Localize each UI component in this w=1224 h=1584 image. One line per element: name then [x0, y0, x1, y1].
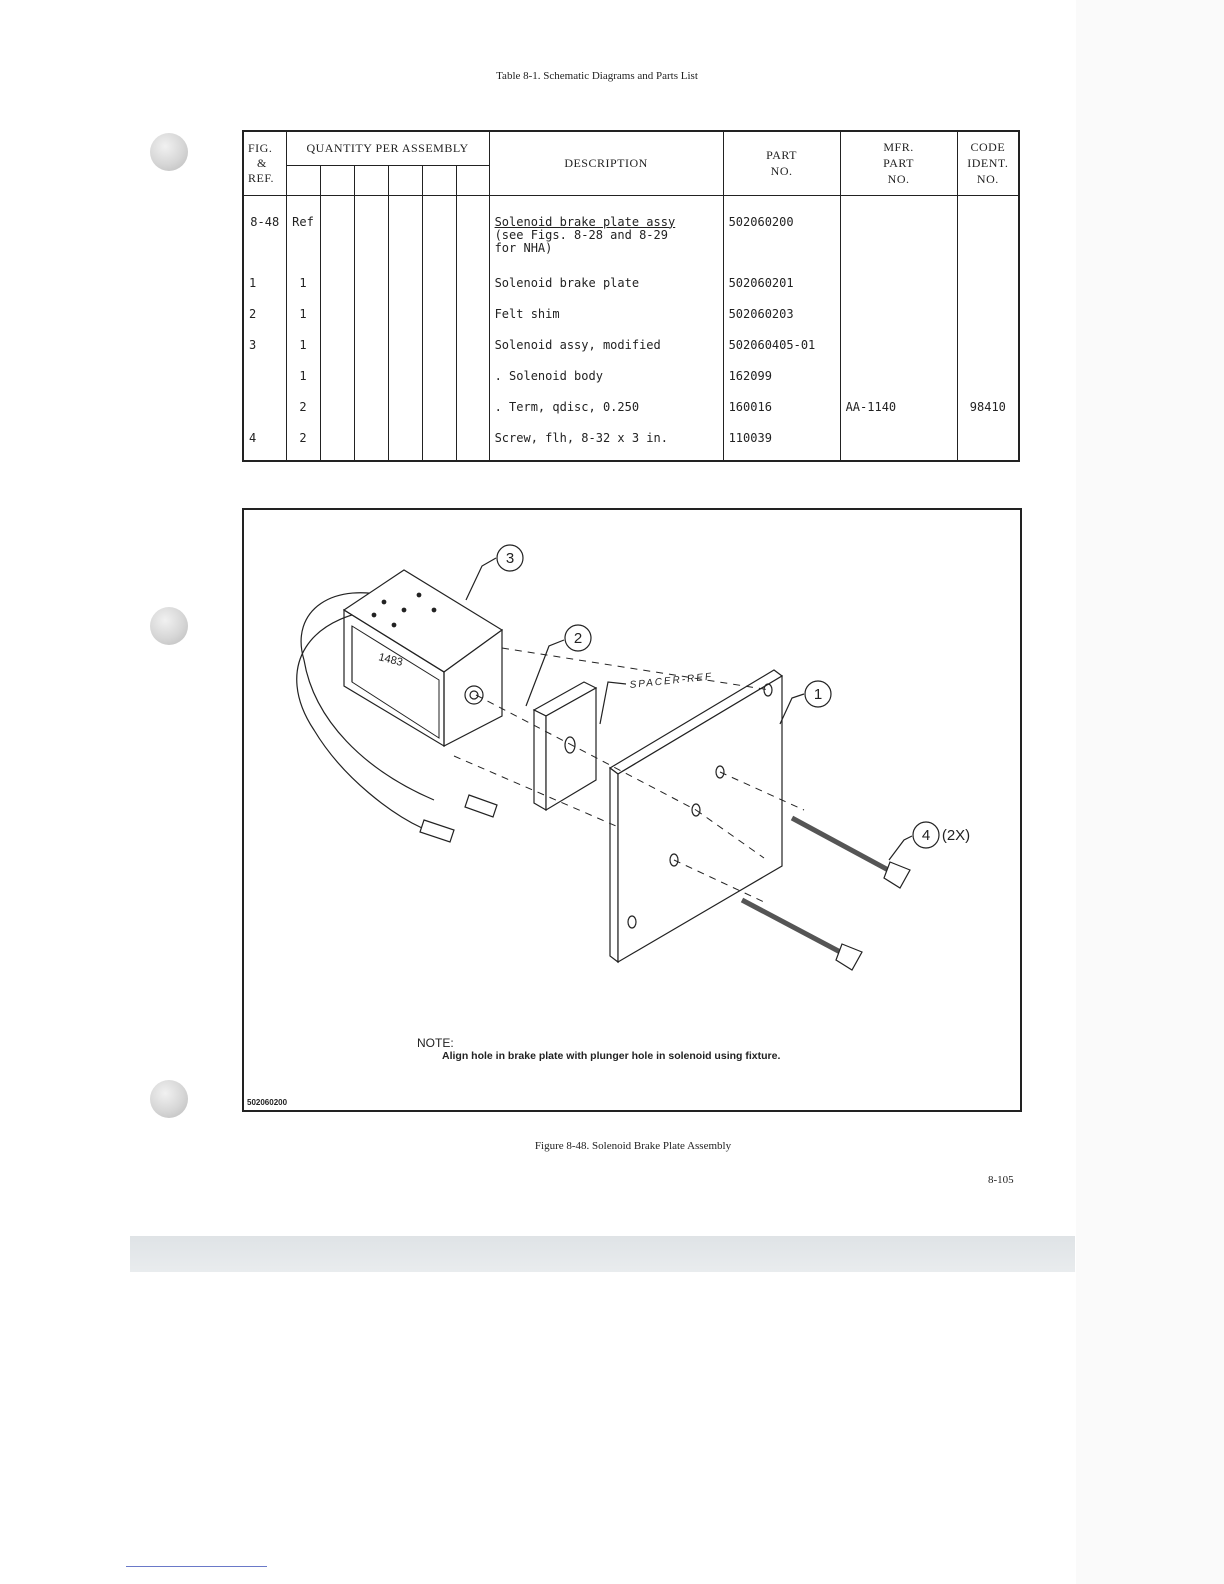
exploded-assembly-drawing	[244, 510, 1020, 1110]
note-text: Align hole in brake plate with plunger hole in solenoid using fixture.	[442, 1050, 781, 1062]
cell-fig-ref: 1	[243, 274, 286, 305]
terminal-2	[420, 820, 454, 842]
binder-hole-middle	[150, 607, 188, 645]
cell-mfr-part-no	[840, 336, 957, 367]
cell-code-ident	[957, 200, 1019, 274]
cell-fig-ref	[243, 398, 286, 429]
cell-fig-ref: 3	[243, 336, 286, 367]
header-qty-col-4	[388, 165, 422, 195]
cell-part-no: 502060200	[723, 200, 840, 274]
cell-qty: 2	[286, 398, 320, 429]
figure-frame	[242, 508, 1022, 1112]
header-qty-col-6	[456, 165, 489, 195]
screw-upper	[792, 818, 910, 888]
cell-qty: Ref	[286, 200, 320, 274]
cell-description: Felt shim	[489, 305, 723, 336]
cell-part-no: 502060405-01	[723, 336, 840, 367]
header-mfr-part-no: MFR. PART NO.	[840, 131, 957, 195]
cell-qty: 1	[286, 305, 320, 336]
cell-qty: 1	[286, 336, 320, 367]
table-row	[243, 367, 1019, 398]
header-qty-col-2	[320, 165, 354, 195]
figure-caption: Figure 8-48. Solenoid Brake Plate Assembly	[534, 1140, 732, 1152]
cell-description: Solenoid brake plate assy (see Figs. 8-28 and 8-29 for NHA)	[489, 200, 723, 274]
cell-mfr-part-no	[840, 367, 957, 398]
callout-1-label: 1	[813, 686, 823, 703]
cell-fig-ref	[243, 367, 286, 398]
binder-hole-bottom	[150, 1080, 188, 1118]
cell-description: . Solenoid body	[489, 367, 723, 398]
cell-code-ident	[957, 336, 1019, 367]
cell-qty: 1	[286, 274, 320, 305]
callout-4-quantity: (2X)	[941, 827, 971, 844]
solenoid-marking: 1483	[377, 651, 404, 669]
cell-code-ident	[957, 305, 1019, 336]
table-row	[243, 200, 1019, 274]
binder-hole-top	[150, 133, 188, 171]
header-part-no: PART NO.	[723, 131, 840, 195]
header-qty-col-1	[286, 165, 320, 195]
header-description: DESCRIPTION	[489, 131, 723, 195]
leader-3	[466, 558, 496, 600]
solenoid-body	[344, 570, 502, 746]
scan-shadow-band	[130, 1236, 1075, 1272]
cell-part-no: 502060203	[723, 305, 840, 336]
table-row	[243, 305, 1019, 336]
page-number: 8-105	[988, 1174, 1014, 1186]
header-quantity-per-assembly: QUANTITY PER ASSEMBLY	[286, 131, 489, 165]
cell-part-no: 502060201	[723, 274, 840, 305]
cell-mfr-part-no	[840, 200, 957, 274]
note-label: NOTE:	[417, 1036, 454, 1050]
cell-mfr-part-no	[840, 274, 957, 305]
table-row	[243, 274, 1019, 305]
felt-shim	[534, 682, 596, 810]
spacer-ref-label: SPACER-REF	[629, 671, 714, 691]
leader-1	[780, 694, 804, 724]
table-row	[243, 429, 1019, 461]
leader-spacer	[600, 682, 626, 724]
cell-mfr-part-no	[840, 305, 957, 336]
parts-list-table	[242, 130, 1020, 462]
table-title: Table 8-1. Schematic Diagrams and Parts List	[496, 70, 698, 82]
table-row	[243, 398, 1019, 429]
cell-qty: 2	[286, 429, 320, 461]
callout-3-label: 3	[505, 550, 515, 567]
table-row	[243, 336, 1019, 367]
screw-lower	[742, 900, 862, 970]
cell-fig-ref: 8-48	[243, 200, 286, 274]
page-edge-shadow	[1076, 0, 1224, 1584]
cell-description: Solenoid assy, modified	[489, 336, 723, 367]
header-code-ident-no: CODE IDENT. NO.	[957, 131, 1019, 195]
cell-mfr-part-no	[840, 429, 957, 461]
callout-4-label: 4	[921, 827, 931, 844]
cell-part-no: 160016	[723, 398, 840, 429]
cell-part-no: 162099	[723, 367, 840, 398]
cell-description: Screw, flh, 8-32 x 3 in.	[489, 429, 723, 461]
terminal-1	[465, 795, 497, 817]
leader-4	[889, 836, 912, 860]
cell-description: Solenoid brake plate	[489, 274, 723, 305]
cell-mfr-part-no: AA-1140	[840, 398, 957, 429]
cell-code-ident	[957, 274, 1019, 305]
cell-part-no: 110039	[723, 429, 840, 461]
cell-code-ident	[957, 367, 1019, 398]
footer-rule	[126, 1566, 267, 1567]
header-qty-col-3	[354, 165, 388, 195]
header-qty-col-5	[422, 165, 456, 195]
brake-plate	[610, 670, 782, 962]
cell-code-ident: 98410	[957, 398, 1019, 429]
drawing-id: 502060200	[247, 1098, 288, 1107]
cell-code-ident	[957, 429, 1019, 461]
cell-qty: 1	[286, 367, 320, 398]
cell-description: . Term, qdisc, 0.250	[489, 398, 723, 429]
header-fig-ref: FIG. & REF.	[243, 131, 286, 195]
callout-2-label: 2	[573, 630, 583, 647]
cell-fig-ref: 2	[243, 305, 286, 336]
cell-fig-ref: 4	[243, 429, 286, 461]
